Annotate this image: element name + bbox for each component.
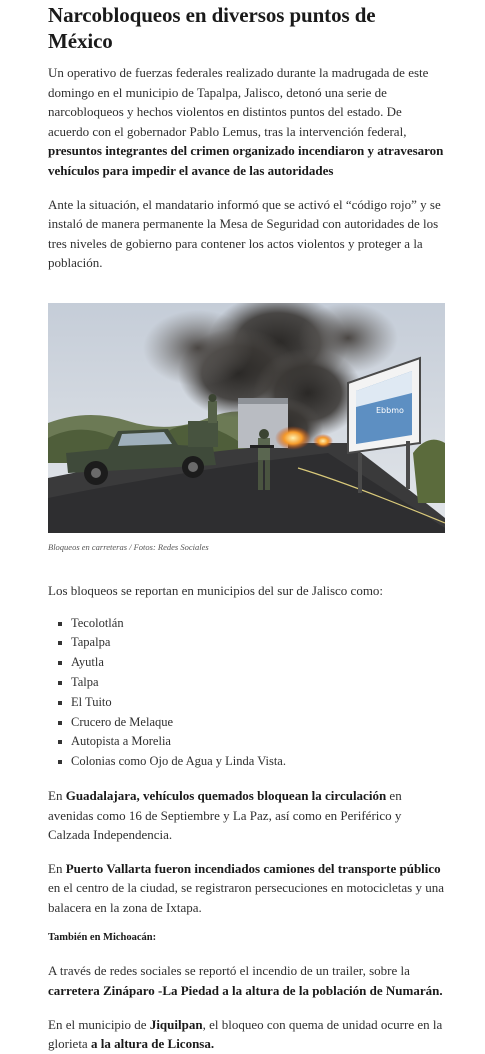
paragraph-vallarta-post: en el centro de la ciudad, se registraron persecuciones en motocicletas y una balacera en la zona de Ixtapa. — [48, 880, 444, 915]
paragraph-guadalajara — [48, 786, 445, 845]
paragraph-operativo-text: Un operativo de fuerzas federales realizado durante la madrugada de este domingo en el municipio de Tapalpa, Jalisco, detonó una serie de narcobloqueos y hechos violentos en distintos puntos del estado. De acuerdo con el gobernador Pablo Lemus, tras la intervención federal, — [48, 65, 429, 139]
list-item: Ayutla — [58, 653, 445, 673]
photo-illustration — [48, 303, 445, 533]
photo-caption: Bloqueos en carreteras / Fotos: Redes Sociales — [48, 541, 209, 552]
list-item: El Tuito — [58, 693, 445, 713]
list-item: Crucero de Melaque — [58, 713, 445, 733]
paragraph-michoacan-pre: A través de redes sociales se reportó el incendio de un trailer, sobre la — [48, 963, 410, 979]
paragraph-guadalajara-pre: En — [48, 787, 66, 803]
article-figure — [48, 303, 445, 553]
billboard-text: Ebbmo — [376, 405, 404, 415]
paragraph-michoacan — [48, 961, 445, 1000]
paragraph-jiquilpan-bold-1: Jiquilpan — [149, 1016, 203, 1032]
paragraph-vallarta-pre: En — [48, 860, 66, 876]
paragraph-jiquilpan-mid: , el bloqueo con quema de unidad ocurre en la glorieta — [48, 1016, 443, 1052]
paragraph-guadalajara-bold: Guadalajara, vehículos quemados bloquean la circulación — [65, 787, 387, 803]
paragraph-jiquilpan-bold-2: a la altura de Liconsa. — [90, 1036, 215, 1052]
section-subheading: También en Michoacán: — [48, 932, 157, 944]
list-item: Tecolotlán — [58, 614, 445, 634]
article-photo[interactable] — [48, 303, 445, 533]
paragraph-vallarta-bold: Puerto Vallarta fueron incendiados camiones del transporte público — [65, 860, 441, 876]
paragraph-michoacan-bold: carretera Zináparo -La Piedad a la altura de la población de Numarán. — [48, 983, 443, 999]
municipios-list — [48, 614, 445, 772]
list-item: Autopista a Morelia — [58, 732, 445, 752]
paragraph-operativo — [48, 63, 445, 181]
paragraph-guadalajara-post: en avenidas como 16 de Septiembre y La Paz, así como en Periférico y Calzada Independencia. — [48, 787, 402, 843]
paragraph-codigo-rojo: Ante la situación, el mandatario informó que se activó el “código rojo” y se instaló de manera permanente la Mesa de Seguridad con autoridades de los tres niveles de gobierno para contener los actos violentos y proteger a la población. — [48, 196, 441, 271]
paragraph-jiquilpan — [48, 1015, 445, 1054]
paragraph-jiquilpan-pre: En el municipio de — [48, 1016, 150, 1032]
article-title: Narcobloqueos en diversos puntos de México — [48, 3, 376, 53]
paragraph-bloqueos-intro: Los bloqueos se reportan en municipios del sur de Jalisco como: — [48, 582, 384, 598]
list-item: Talpa — [58, 673, 445, 693]
paragraph-operativo-bold: presuntos integrantes del crimen organizado incendiaron y atravesaron vehículos para impedir el avance de las autoridades — [48, 143, 444, 178]
list-item: Colonias como Ojo de Agua y Linda Vista. — [58, 752, 445, 772]
paragraph-puerto-vallarta — [48, 859, 445, 918]
list-item: Tapalpa — [58, 633, 445, 653]
